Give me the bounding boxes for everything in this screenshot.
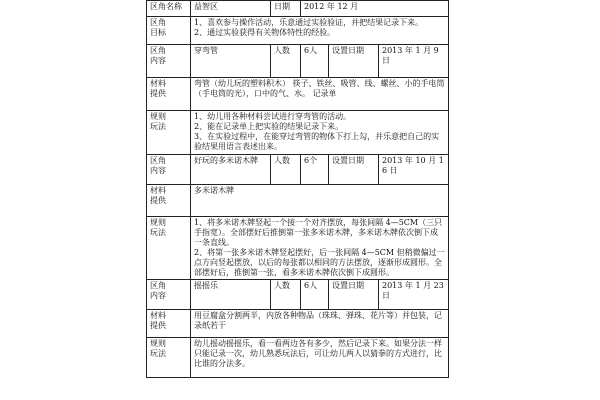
activity-1-materials-row — [147, 78, 449, 111]
activity-name: 穿弯管 — [191, 45, 271, 78]
goals-row — [147, 17, 449, 45]
rules-content — [191, 217, 449, 280]
header-row — [147, 1, 449, 17]
activity-1-content-row — [147, 45, 449, 78]
materials-value: 用豆腐盒分割两半，内放各种物品（珠珠、弹珠、花片等）并包装，记录纸若干 — [191, 310, 449, 338]
goals-content — [191, 17, 449, 45]
materials-value: 弯管（幼儿玩的塑料积木） 筷子、铁丝、吸管、线、螺丝、小的手电筒（手电筒的光），口中的气、水。 记录单 — [191, 78, 449, 111]
goal-item: 1、喜欢参与操作活动，乐意通过实验验证，并把结果记录下来。 — [194, 18, 424, 27]
rule-item: 1、将多米诺木牌竖起一个接一个对齐摆放，每张间隔 4—5CM（三只手指宽）。全部摆好后推倒第一张多米诺木牌，多米诺木牌依次倒下成一条直线。 — [194, 218, 443, 247]
area-name-value: 益智区 — [191, 1, 271, 17]
rule-item: 2、能在记录单上把实验的结果记录下来。 — [194, 122, 344, 131]
people-label: 人数 — [271, 45, 301, 78]
goal-item: 2、通过实验获得有关物体特性的经验。 — [194, 28, 336, 37]
date-value: 2012 年 12 月 — [301, 1, 449, 17]
activity-2-rules-row — [147, 217, 449, 280]
setup-date-value: 2013 年 1 月 9 日 — [379, 45, 449, 78]
rules-label: 规则 玩法 — [147, 111, 191, 155]
setup-date-label: 设置日期 — [329, 155, 379, 185]
goals-label: 区角 目标 — [147, 17, 191, 45]
materials-label: 材料 提供 — [147, 185, 191, 217]
activity-2-materials-row — [147, 185, 449, 217]
activity-name: 好玩的多米诺木牌 — [191, 155, 271, 185]
setup-date-label: 设置日期 — [329, 280, 379, 310]
activity-3-rules-row — [147, 338, 449, 378]
people-label: 人数 — [271, 155, 301, 185]
activity-2-content-row — [147, 155, 449, 185]
people-value: 6人 — [301, 45, 329, 78]
area-name-label: 区角名称 — [147, 1, 191, 17]
rules-content — [191, 338, 449, 378]
activity-3-content-row — [147, 280, 449, 310]
rule-item: 幼儿摇动摇摇乐，看一看两边各有多少，然后记录下来。如果分法一样只能记录一次，幼儿熟悉玩法后，可让幼儿两人以猜拳的方式进行，比比谁的分法多。 — [194, 339, 442, 368]
people-value: 6人 — [301, 280, 329, 310]
people-value: 6个 — [301, 155, 329, 185]
activity-3-materials-row — [147, 310, 449, 338]
setup-date-label: 设置日期 — [329, 45, 379, 78]
content-label: 区角 内容 — [147, 280, 191, 310]
people-label: 人数 — [271, 280, 301, 310]
rules-label: 规则 玩法 — [147, 338, 191, 378]
setup-date-value: 2013 年 10 月 16 日 — [379, 155, 449, 185]
rule-item: 2、将第一张多米诺木牌竖起摆好，后一张间隔 4—5CM 但稍微偏过一点方向竖起摆放，以后的每张都以相同的方法摆放，逐渐形成圆形。全部摆好后，推倒第一张，看多米诺木牌依次倒下成圆形。 — [194, 248, 445, 277]
materials-label: 材料 提供 — [147, 310, 191, 338]
rule-item: 1、幼儿用各种材料尝试进行穿弯管的活动。 — [194, 112, 352, 121]
date-label: 日期 — [271, 1, 301, 17]
materials-label: 材料 提供 — [147, 78, 191, 111]
content-label: 区角 内容 — [147, 155, 191, 185]
materials-value: 多米诺木牌 — [191, 185, 449, 217]
activity-plan-table — [146, 0, 449, 378]
activity-name: 摇摇乐 — [191, 280, 271, 310]
activity-1-rules-row — [147, 111, 449, 155]
setup-date-value: 2013 年 1 月 23 日 — [379, 280, 449, 310]
rules-label: 规则 玩法 — [147, 217, 191, 280]
content-label: 区角 内容 — [147, 45, 191, 78]
rules-content — [191, 111, 449, 155]
rule-item: 3、在实验过程中，在能穿过弯管的物体下打上勾，并乐意把自己的实验结果用语言表述出来。 — [194, 132, 440, 151]
